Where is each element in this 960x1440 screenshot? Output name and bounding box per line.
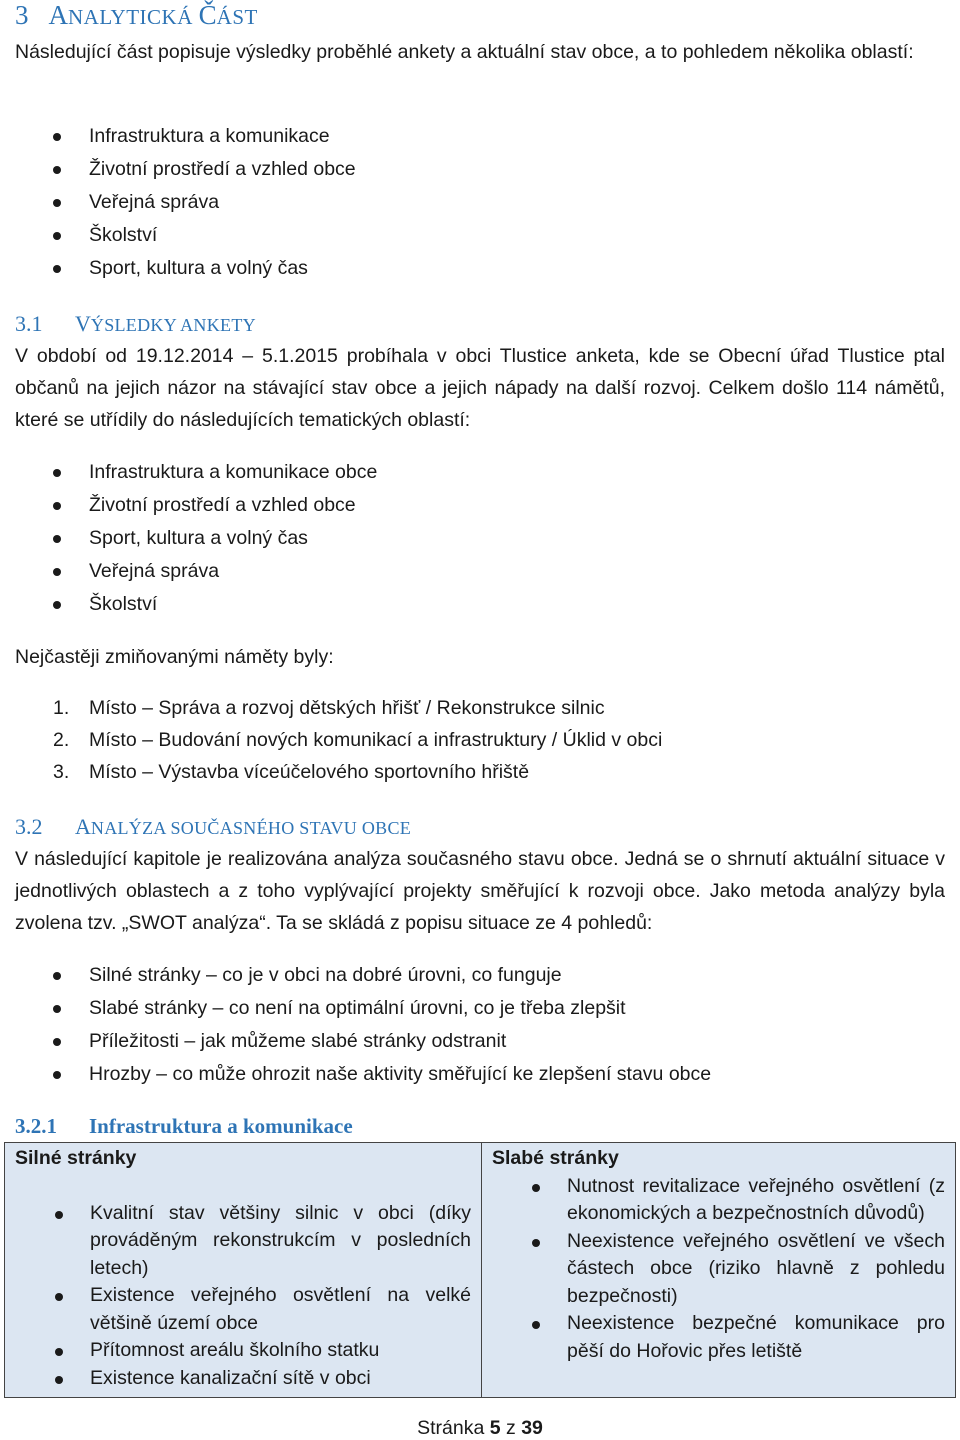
bullet-icon bbox=[532, 1321, 540, 1329]
list-item: Existence veřejného osvětlení na velké většině území obce bbox=[15, 1282, 471, 1337]
section-number: 3 bbox=[15, 0, 29, 30]
list-item: Životní prostředí a vzhled obce bbox=[15, 153, 945, 186]
list-item: Přítomnost areálu školního statku bbox=[15, 1337, 471, 1365]
list-item: Kvalitní stav většiny silnic v obci (díky prováděným rekonstrukcím v posledních letech) bbox=[15, 1200, 471, 1283]
list-item: Sport, kultura a volný čas bbox=[15, 522, 945, 555]
bullet-icon bbox=[53, 133, 61, 141]
weaknesses-heading: Slabé stránky bbox=[492, 1147, 619, 1169]
list-item: Školství bbox=[15, 219, 945, 252]
strengths-list bbox=[15, 1200, 471, 1393]
bullet-icon bbox=[53, 972, 61, 980]
swot-views-list bbox=[15, 959, 945, 1091]
bullet-icon bbox=[55, 1293, 63, 1301]
list-item: Slabé stránky – co není na optimální úrovni, co je třeba zlepšit bbox=[15, 992, 945, 1025]
bullet-icon bbox=[53, 601, 61, 609]
list-item: Životní prostředí a vzhled obce bbox=[15, 489, 945, 522]
list-item: Veřejná správa bbox=[15, 555, 945, 588]
bullet-icon bbox=[53, 232, 61, 240]
section-heading-3-2: 3.2 ANALÝZA SOUČASNÉHO STAVU OBCE bbox=[15, 814, 412, 839]
list-item: Infrastruktura a komunikace bbox=[15, 120, 945, 153]
list-item: 2. Místo – Budování nových komunikací a infrastruktury / Úklid v obci bbox=[53, 729, 663, 751]
bullet-icon bbox=[532, 1239, 540, 1247]
bullet-icon bbox=[55, 1211, 63, 1219]
section31-paragraph: V období od 19.12.2014 – 5.1.2015 probíhala v obci Tlustice anketa, kde se Obecní úřad Tlustice ptal občanů na jejich názor na stávající stav obce a jejich nápady na další rozvoj. Celkem došlo 114 námětů, které se utřídily do následujících tematických oblastí: bbox=[15, 345, 945, 431]
weaknesses-list bbox=[492, 1173, 945, 1366]
bullet-icon bbox=[53, 535, 61, 543]
list-item: Existence kanalizační sítě v obci bbox=[15, 1365, 471, 1393]
section32-paragraph: V následující kapitole je realizována analýza současného stavu obce. Jedná se o shrnutí aktuální situace v jednotlivých oblastech a z toho vyplývající projekty směřující k rozvoji obce. Jako metoda analýzy byla zvolena tzv. „SWOT analýza“. Ta se skládá z popisu situace ze 4 pohledů: bbox=[15, 848, 945, 934]
list-item: 1. Místo – Správa a rozvoj dětských hřišť / Rekonstrukce silnic bbox=[53, 697, 605, 719]
bullet-icon bbox=[53, 199, 61, 207]
swot-table bbox=[4, 1142, 956, 1398]
section-heading-3-2-1: 3.2.1 Infrastruktura a komunikace bbox=[15, 1114, 353, 1138]
list-item: Příležitosti – jak můžeme slabé stránky odstranit bbox=[15, 1025, 945, 1058]
bullet-icon bbox=[53, 166, 61, 174]
section3-intro: Následující část popisuje výsledky proběhlé ankety a aktuální stav obce, a to pohledem několika oblastí: bbox=[15, 41, 914, 63]
list-item: Nutnost revitalizace veřejného osvětlení (z ekonomických a bezpečnostních důvodů) bbox=[492, 1173, 945, 1228]
top-topics-intro: Nejčastěji zmiňovanými náměty byly: bbox=[15, 646, 334, 668]
section31-area-list bbox=[15, 456, 945, 621]
section3-area-list bbox=[15, 120, 945, 285]
page-footer: Stránka 5 z 39 bbox=[417, 1417, 543, 1439]
bullet-icon bbox=[532, 1184, 540, 1192]
top-topics-list bbox=[15, 692, 945, 788]
bullet-icon bbox=[53, 568, 61, 576]
bullet-icon bbox=[53, 1038, 61, 1046]
list-item: Neexistence veřejného osvětlení ve všech částech obce (riziko hlavně z pohledu bezpečnosti) bbox=[492, 1228, 945, 1311]
bullet-icon bbox=[53, 469, 61, 477]
list-item: Sport, kultura a volný čas bbox=[15, 252, 945, 285]
list-item: Silné stránky – co je v obci na dobré úrovni, co funguje bbox=[15, 959, 945, 992]
list-item: Neexistence bezpečné komunikace pro pěší do Hořovic přes letiště bbox=[492, 1310, 945, 1365]
bullet-icon bbox=[53, 265, 61, 273]
weaknesses-cell bbox=[482, 1143, 956, 1398]
list-item: 3. Místo – Výstavba víceúčelového sportovního hřiště bbox=[53, 761, 530, 783]
list-item: Infrastruktura a komunikace obce bbox=[15, 456, 945, 489]
page-total: 39 bbox=[521, 1417, 543, 1439]
section-heading-3-1: 3.1 VÝSLEDKY ANKETY bbox=[15, 311, 256, 336]
section-heading-3: 3 ANALYTICKÁ ČÁST bbox=[15, 0, 258, 30]
list-item: Veřejná správa bbox=[15, 186, 945, 219]
bullet-icon bbox=[53, 502, 61, 510]
list-item: Školství bbox=[15, 588, 945, 621]
list-item: Hrozby – co může ohrozit naše aktivity směřující ke zlepšení stavu obce bbox=[15, 1058, 945, 1091]
strengths-cell bbox=[5, 1143, 482, 1398]
bullet-icon bbox=[55, 1376, 63, 1384]
bullet-icon bbox=[53, 1071, 61, 1079]
page-number: 5 bbox=[489, 1417, 501, 1439]
bullet-icon bbox=[53, 1005, 61, 1013]
strengths-heading: Silné stránky bbox=[15, 1147, 137, 1169]
bullet-icon bbox=[55, 1348, 63, 1356]
